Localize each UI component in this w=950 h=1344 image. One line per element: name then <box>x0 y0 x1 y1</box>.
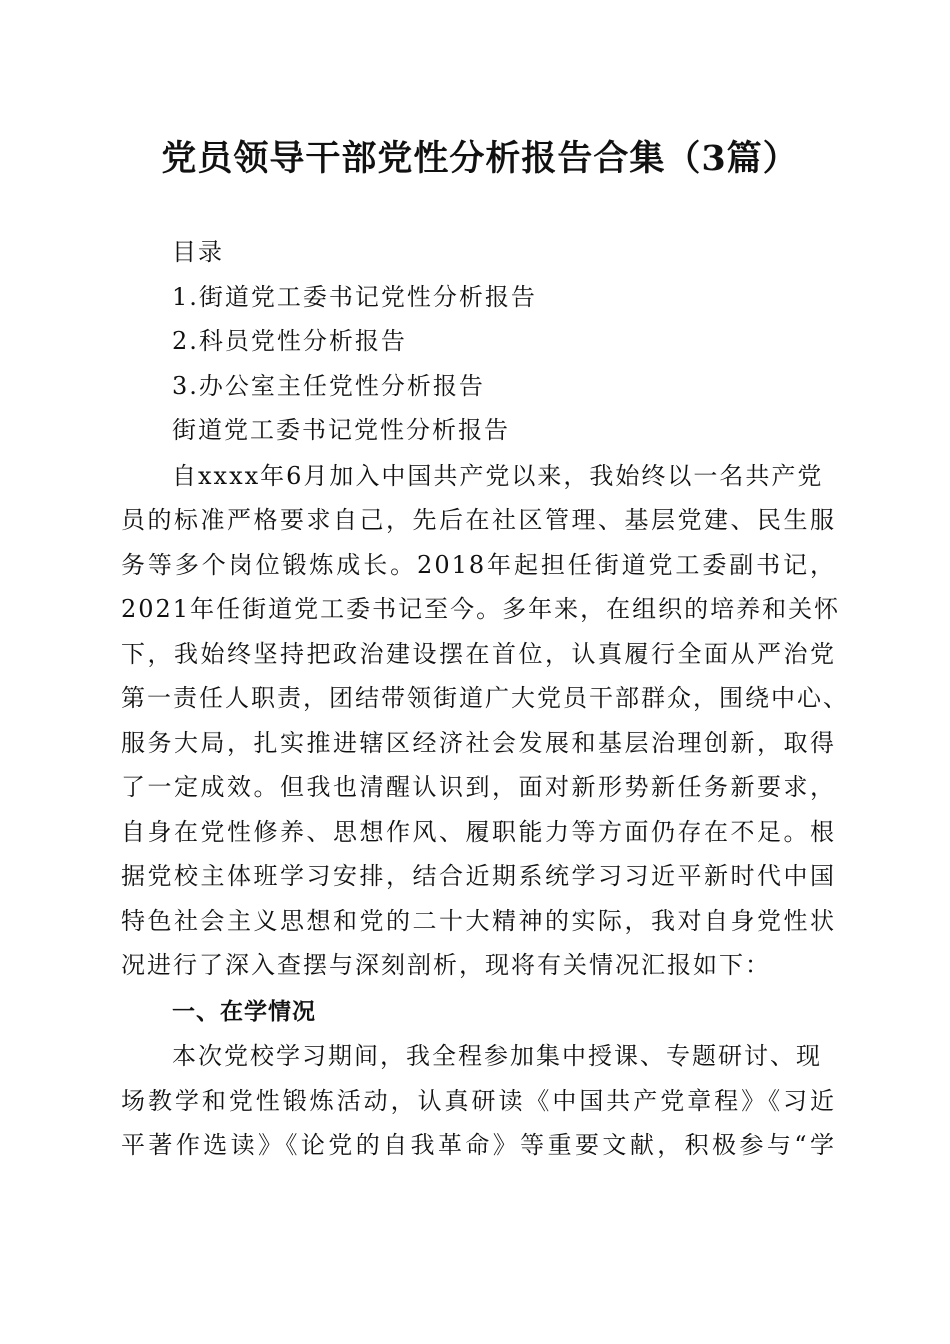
intro-line: 据党校主体班学习安排，结合近期系统学习习近平新时代中国 <box>121 862 836 890</box>
toc-label: 目录 <box>172 238 224 266</box>
toc-item-3: 3.办公室主任党性分析报告 <box>172 372 485 400</box>
intro-line: 特色社会主义思想和党的二十大精神的实际，我对自身党性状 <box>121 907 836 935</box>
intro-line: 自xxxx年6月加入中国共产党以来，我始终以一名共产党 <box>172 462 824 490</box>
document-title: 党员领导干部党性分析报告合集（3篇） <box>161 138 799 179</box>
toc-item-2: 2.科员党性分析报告 <box>172 327 407 355</box>
intro-line: 员的标准严格要求自己，先后在社区管理、基层党建、民生服 <box>121 506 836 534</box>
intro-line: 自身在党性修养、思想作风、履职能力等方面仍存在不足。根 <box>121 818 836 846</box>
article-title: 街道党工委书记党性分析报告 <box>172 416 510 444</box>
section-line: 平著作选读》《论党的自我革命》等重要文献，积极参与“学 <box>121 1131 836 1159</box>
toc-item-1: 1.街道党工委书记党性分析报告 <box>172 283 537 311</box>
intro-line: 务等多个岗位锻炼成长。2018年起担任街道党工委副书记， <box>121 551 836 579</box>
intro-line: 第一责任人职责，团结带领街道广大党员干部群众，围绕中心、 <box>121 684 849 712</box>
section-line: 场教学和党性锻炼活动，认真研读《中国共产党章程》《习近 <box>121 1087 836 1115</box>
intro-line: 况进行了深入查摆与深刻剖析，现将有关情况汇报如下： <box>121 951 771 979</box>
intro-line: 服务大局，扎实推进辖区经济社会发展和基层治理创新，取得 <box>121 729 836 757</box>
section-line: 本次党校学习期间，我全程参加集中授课、专题研讨、现 <box>172 1042 822 1070</box>
intro-line: 了一定成效。但我也清醒认识到，面对新形势新任务新要求， <box>121 773 836 801</box>
intro-line: 下，我始终坚持把政治建设摆在首位，认真履行全面从严治党 <box>121 640 836 668</box>
section-heading: 一、在学情况 <box>172 999 316 1025</box>
intro-line: 2021年任街道党工委书记至今。多年来，在组织的培养和关怀 <box>121 595 841 623</box>
